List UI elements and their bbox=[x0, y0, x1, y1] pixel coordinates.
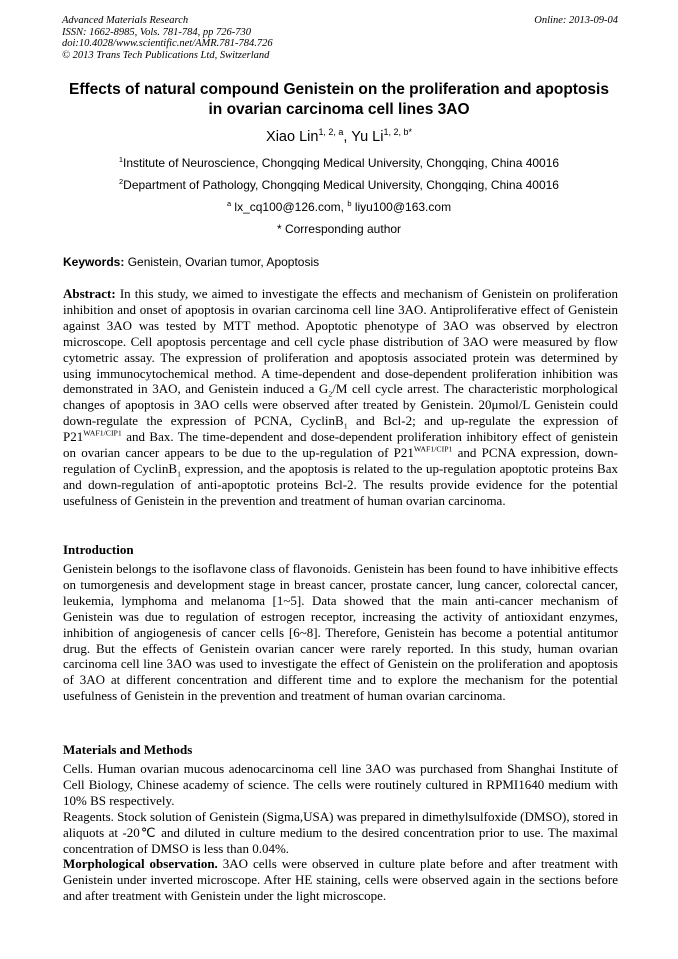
author-name: Yu Li bbox=[351, 129, 384, 145]
author-separator: , bbox=[343, 129, 352, 145]
doi-line: doi:10.4028/www.scientific.net/AMR.781-784.726 bbox=[62, 38, 273, 49]
corresponding-note: * Corresponding author bbox=[276, 222, 402, 236]
affiliation-mark: 1 bbox=[118, 155, 124, 164]
abstract bbox=[63, 286, 618, 509]
introduction-text: Genistein belongs to the isoflavone class of flavonoids. Genistein has been found to have inhibitive effects on tumorgenesis and development stage in breast cancer, prostate cancer, lung cancer, colorectal cancer, leukemia, lymphoma and melanoma [1~5]. Data showed that the main anti-cancer mechanism of Genistein was due to regulation of estrogen receptor, increasing the activity of antioxidant enzymes, inhibition of angiogenesis of cancer cells [6~8]. Therefore, Genistein has become a potential antitumor drug. But the effects of Genistein ovarian cancer were rarely reported. In this study, human ovarian carcinoma cell line 3AO was used to investigate the effect of Genistein on the proliferation and apoptosis of 3AO at different concentration and different time and to explore the mechanism for the potential usefulness of Genistein in the prevention and treatment of human ovarian carcinoma. bbox=[63, 561, 618, 704]
author-marks: 1, 2, b* bbox=[383, 127, 412, 138]
superscript: WAF1/CIP1 bbox=[83, 428, 122, 438]
morphology-label: Morphological observation. bbox=[63, 856, 218, 872]
affiliation-mark: 2 bbox=[119, 177, 124, 186]
email-link[interactable]: lx_cq100@126.com bbox=[234, 200, 341, 214]
affiliation-text: Department of Pathology, Chongqing Medical University, Chongqing, China 40016 bbox=[123, 178, 559, 192]
subscript: 1 bbox=[343, 421, 348, 431]
abstract-text: expression, and the apoptosis is related to the up-regulation apoptotic proteins Bax and down-regulation of anti-apoptotic proteins Bcl-2. The results provide evidence for the potential usefulness of Genistein in the prevention and treatment of human ovarian carcinoma. bbox=[63, 460, 618, 508]
abstract-text: and Bcl-2; and up-regulate the expression of P21 bbox=[63, 413, 618, 445]
issn-line: ISSN: 1662-8985, Vols. 781-784, pp 726-730 bbox=[62, 26, 251, 38]
morphology-text: 3AO cells were observed in culture plate before and after treatment with Genistein under inverted microscope. After HE staining, cells were observed again in the sections before and after treatment with Genistein under the light microscope. bbox=[63, 856, 618, 904]
online-date: Online: 2013-09-04 bbox=[534, 15, 618, 26]
journal-name: Advanced Materials Research bbox=[62, 15, 189, 26]
email-link[interactable]: liyu100@163.com bbox=[354, 200, 452, 214]
reagents-paragraph: Reagents. Stock solution of Genistein (Sigma,USA) was prepared in dimethylsulfoxide (DMSO), stored in aliquots at -20℃ and diluted in culture medium to the desired concentration prior to use. The maximal concentration of DMSO is less than 0.04%. bbox=[63, 808, 618, 856]
affiliation-text: Institute of Neuroscience, Chongqing Medical University, Chongqing, China 40016 bbox=[123, 156, 560, 170]
methods-heading: Materials and Methods bbox=[63, 742, 193, 757]
subscript: 1 bbox=[177, 469, 181, 479]
email-separator: , bbox=[340, 200, 348, 214]
methods-text bbox=[63, 761, 618, 904]
keywords-label: Keywords: bbox=[63, 255, 125, 269]
abstract-text: and Bax. The time-dependent and dose-dependent proliferation inhibitory effect of genistein on ovarian cancer appears to be due to the up-regulation of P21 bbox=[63, 429, 618, 461]
keywords-text: Genistein, Ovarian tumor, Apoptosis bbox=[127, 255, 320, 269]
email-mark: a bbox=[226, 199, 232, 208]
author-marks: 1, 2, a bbox=[318, 127, 344, 138]
paper-title: Effects of natural compound Genistein on the proliferation and apoptosis in ovarian carcinoma cell lines 3AO bbox=[69, 81, 609, 118]
morphology-paragraph bbox=[63, 856, 618, 904]
subscript: 2 bbox=[328, 390, 333, 400]
keywords bbox=[63, 255, 618, 270]
affiliation-1 bbox=[60, 156, 618, 171]
affiliation-2 bbox=[60, 178, 618, 193]
author-line bbox=[60, 128, 618, 146]
journal-header bbox=[62, 15, 618, 61]
abstract-text: In this study, we aimed to investigate the effects and mechanism of Genistein on proliferation inhibition and onset of apoptosis in ovarian carcinoma cell line 3AO. Antiproliferative effect of Genistein against 3AO was tested by MTT method. Apoptotic phenotype of 3AO was observed by electron microscope. Cell apoptosis percentage and cell cycle phase distribution of 3AO were measured by flow cytometric assay. The expression of proliferation and apoptosis associated protein was determined by using immunocytochemical method. A time-dependent and dose-dependent proliferation inhibition was demonstrated in 3AO, and Genistein induced a G bbox=[63, 286, 618, 397]
email-mark: b bbox=[347, 199, 352, 208]
email-line bbox=[60, 200, 618, 215]
introduction-heading: Introduction bbox=[63, 542, 134, 557]
abstract-text: and PCNA expression, down-regulation of CyclinB bbox=[63, 445, 618, 476]
author-name: Xiao Lin bbox=[266, 129, 319, 145]
copyright-line: © 2013 Trans Tech Publications Ltd, Switzerland bbox=[62, 49, 270, 61]
abstract-label: Abstract: bbox=[63, 286, 116, 301]
superscript: WAF1/CIP1 bbox=[413, 444, 453, 454]
cells-paragraph: Cells. Human ovarian mucous adenocarcinoma cell line 3AO was purchased from Shanghai Institute of Cell Biology, Chinese academy of science. The cells were routinely cultured in RPMI1640 medium with 10% BS respectively. bbox=[63, 761, 618, 808]
abstract-text: /M cell cycle arrest. The characteristic morphological changes of apoptosis in 3AO cells were observed after treated by Genistein. 20μmol/L Genistein could down-regulate the expression of PCNA, CyclinB bbox=[63, 381, 618, 429]
